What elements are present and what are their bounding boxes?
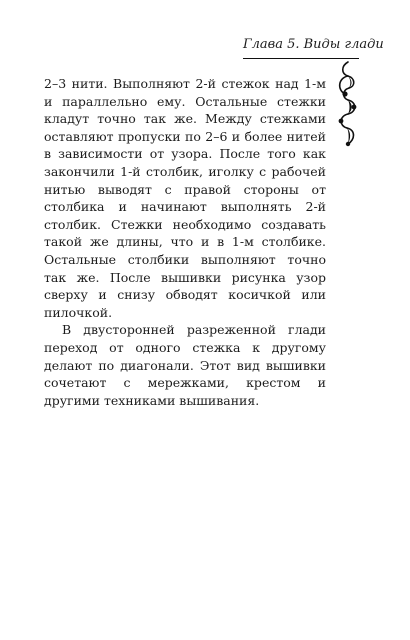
running-title: Глава 5. Виды глади: [243, 37, 384, 52]
paragraph-2: В двусторонней разреженной глади переход от одного стежка к другому делают по диагонали. Этот вид вышивки сочетают с мережками, крестом и другими техниками вышивания.: [44, 322, 326, 408]
decorative-scroll-icon: [334, 60, 362, 148]
paragraph-1: 2–3 нити. Выполняют 2-й стежок над 1-м и параллельно ему. Остальные стежки кладут точно так же. Между стежками оставляют пропуски по 2–6 и более нитей в зависимости от узора. После того как закончили 1-й столбик, иголку с рабочей нитью выводят с правой стороны от столбика и начинают выполнять 2-й столбик. Стежки необходимо создавать такой же длины, что и в 1-м столбике. Остальные столбики выполняют точно так же. После вышивки рисунка узор сверху и снизу обводят косичкой или пилочкой.: [44, 76, 326, 320]
body-text: [44, 75, 326, 409]
header-rule: [243, 58, 359, 59]
